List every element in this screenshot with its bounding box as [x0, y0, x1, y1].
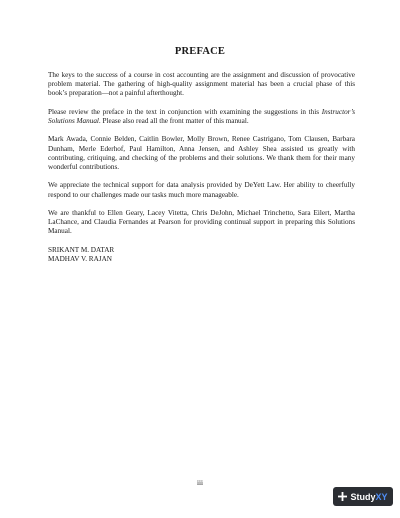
paragraph-4: We appreciate the technical support for data analysis provided by DeYett Law. Her ability to cheerfully respond to our challenges made our tasks much more manageable. [48, 181, 355, 199]
studyxy-watermark [333, 487, 393, 506]
plus-icon [338, 492, 347, 501]
page-number: iii [197, 479, 203, 487]
watermark-text-main: Study [350, 491, 376, 502]
watermark-text-accent: XY [375, 491, 388, 502]
paragraph-5: We are thankful to Ellen Geary, Lacey Vitetta, Chris DeJohn, Michael Trinchetto, Sara Eilert, Martha LaChance, and Claudia Fernandes at Pearson for providing continual support in preparing this Solutions Manual. [48, 208, 355, 236]
paragraph-3: Mark Awada, Connie Belden, Caitlin Bowler, Molly Brown, Renee Castrigano, Tom Clausen, Barbara Dunham, Merle Ederhof, Paul Hamilton, Anna Jensen, and Ashley Shea assisted us greatly with contributing, critiquing, and checking of the problems and their solutions. We thank them for their many wonderful contributions. [48, 135, 355, 171]
watermark-text [350, 492, 387, 502]
review-text-after: . Please also read all the front matter of this manual. [98, 117, 249, 125]
paragraph-review [48, 108, 355, 126]
author-1: SRIKANT M. DATAR [48, 245, 115, 254]
author-2: MADHAV V. RAJAN [48, 254, 112, 263]
preface-body [48, 71, 355, 264]
page-title: PREFACE [174, 46, 226, 57]
manual-title: Instructor’s Solutions Manual [48, 107, 355, 125]
paragraph-1: The keys to the success of a course in cost accounting are the assignment and discussion of provocative problem material. The gathering of high-quality assignment material has been a crucial phase of this book’s preparation—not a painful afterthought. [48, 71, 355, 98]
review-text-before: Please review the preface in the text in conjunction with examining the suggestions in this [48, 107, 322, 116]
